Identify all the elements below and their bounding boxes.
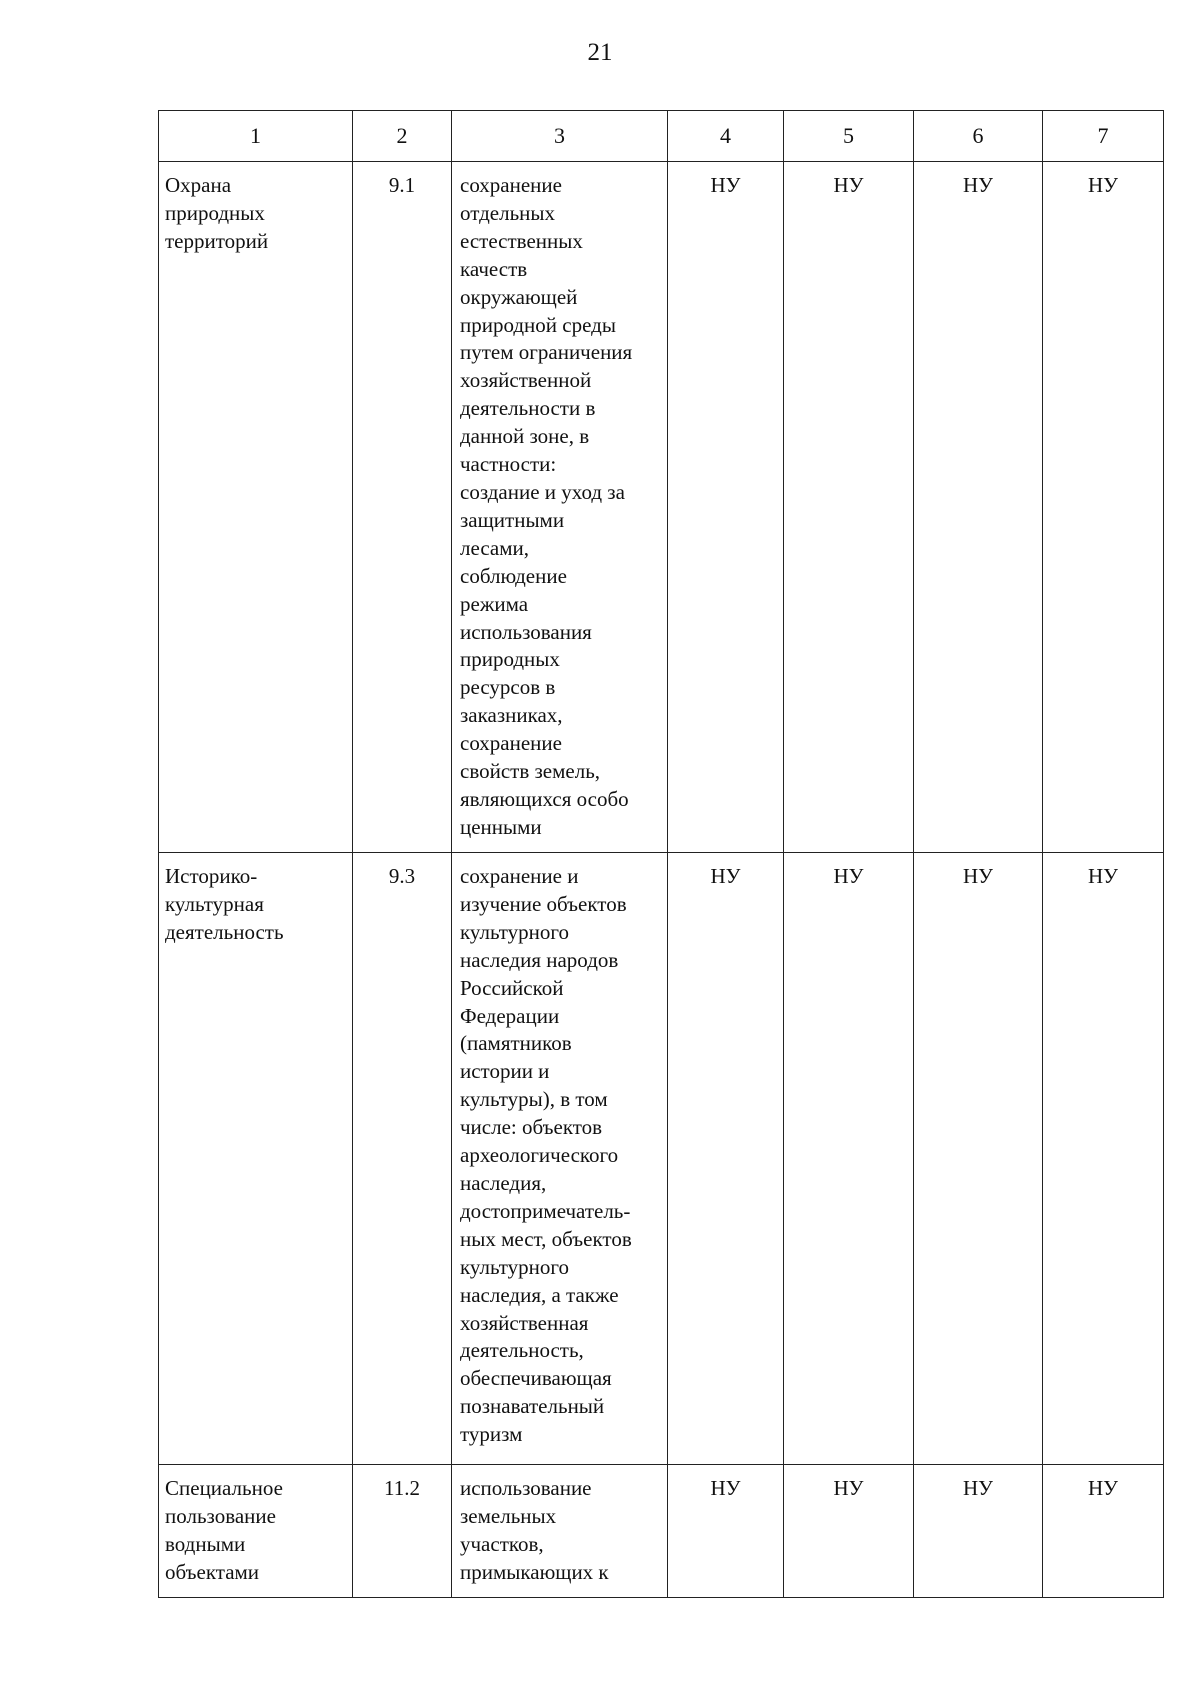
use-name-text: Специальное пользование водными объектами bbox=[165, 1476, 283, 1584]
value-cell bbox=[784, 853, 914, 1465]
use-name-cell bbox=[159, 1465, 353, 1598]
value-text: НУ bbox=[1087, 173, 1119, 197]
header-cell: 7 bbox=[1043, 111, 1164, 162]
value-text: НУ bbox=[1087, 1476, 1119, 1500]
value-cell bbox=[1043, 162, 1164, 853]
header-cell: 2 bbox=[353, 111, 452, 162]
header-cell: 6 bbox=[914, 111, 1043, 162]
code-text: 9.1 bbox=[388, 173, 416, 197]
code-text: 9.3 bbox=[388, 864, 416, 888]
code-text: 11.2 bbox=[384, 1476, 420, 1500]
use-name-text: Охрана природных территорий bbox=[165, 173, 269, 253]
value-cell bbox=[914, 162, 1043, 853]
use-name-cell bbox=[159, 853, 353, 1465]
value-cell bbox=[784, 1465, 914, 1598]
description-cell bbox=[452, 162, 668, 853]
table-row bbox=[159, 853, 1164, 1465]
header-cell: 1 bbox=[159, 111, 353, 162]
description-text: использование земельных участков, примыкающих к bbox=[460, 1476, 609, 1584]
value-text: НУ bbox=[710, 1476, 741, 1500]
code-cell bbox=[353, 853, 452, 1465]
value-cell bbox=[668, 162, 784, 853]
value-text: НУ bbox=[833, 864, 864, 888]
value-text: НУ bbox=[962, 1476, 994, 1500]
value-cell bbox=[1043, 1465, 1164, 1598]
header-cell: 3 bbox=[452, 111, 668, 162]
value-text: НУ bbox=[710, 864, 741, 888]
value-cell bbox=[784, 162, 914, 853]
description-cell bbox=[452, 1465, 668, 1598]
use-name-text: Историко- культурная деятельность bbox=[165, 864, 284, 944]
code-cell bbox=[353, 162, 452, 853]
page-number: 21 bbox=[587, 39, 613, 66]
regulations-table bbox=[158, 110, 1164, 1598]
value-cell bbox=[668, 853, 784, 1465]
description-text: сохранение и изучение объектов культурного наследия народов Российской Федерации (памятников истории и культуры), в том числе: объектов археологического наследия, достопримечатель- ных мест, объектов культурного наследия, а также хозяйственная деятельность, обеспечивающая познавательный туризм bbox=[460, 864, 632, 1447]
value-text: НУ bbox=[833, 1476, 864, 1500]
value-cell bbox=[1043, 853, 1164, 1465]
header-row bbox=[159, 111, 1164, 162]
value-text: НУ bbox=[1087, 864, 1119, 888]
value-cell bbox=[914, 853, 1043, 1465]
value-text: НУ bbox=[962, 864, 994, 888]
header-cell: 5 bbox=[784, 111, 914, 162]
description-text: сохранение отдельных естественных качеств окружающей природной среды путем ограничения хозяйственной деятельности в данной зоне, в частности: создание и уход за защитными лесами, соблюдение режима использования природных ресурсов в заказниках, сохранение свойств земель, являющихся особо ценными bbox=[460, 173, 633, 839]
table-row bbox=[159, 162, 1164, 853]
use-name-cell bbox=[159, 162, 353, 853]
value-text: НУ bbox=[710, 173, 741, 197]
value-cell bbox=[914, 1465, 1043, 1598]
table-row bbox=[159, 1465, 1164, 1598]
header-cell: 4 bbox=[668, 111, 784, 162]
value-text: НУ bbox=[962, 173, 994, 197]
code-cell bbox=[353, 1465, 452, 1598]
value-text: НУ bbox=[833, 173, 864, 197]
description-cell bbox=[452, 853, 668, 1465]
value-cell bbox=[668, 1465, 784, 1598]
